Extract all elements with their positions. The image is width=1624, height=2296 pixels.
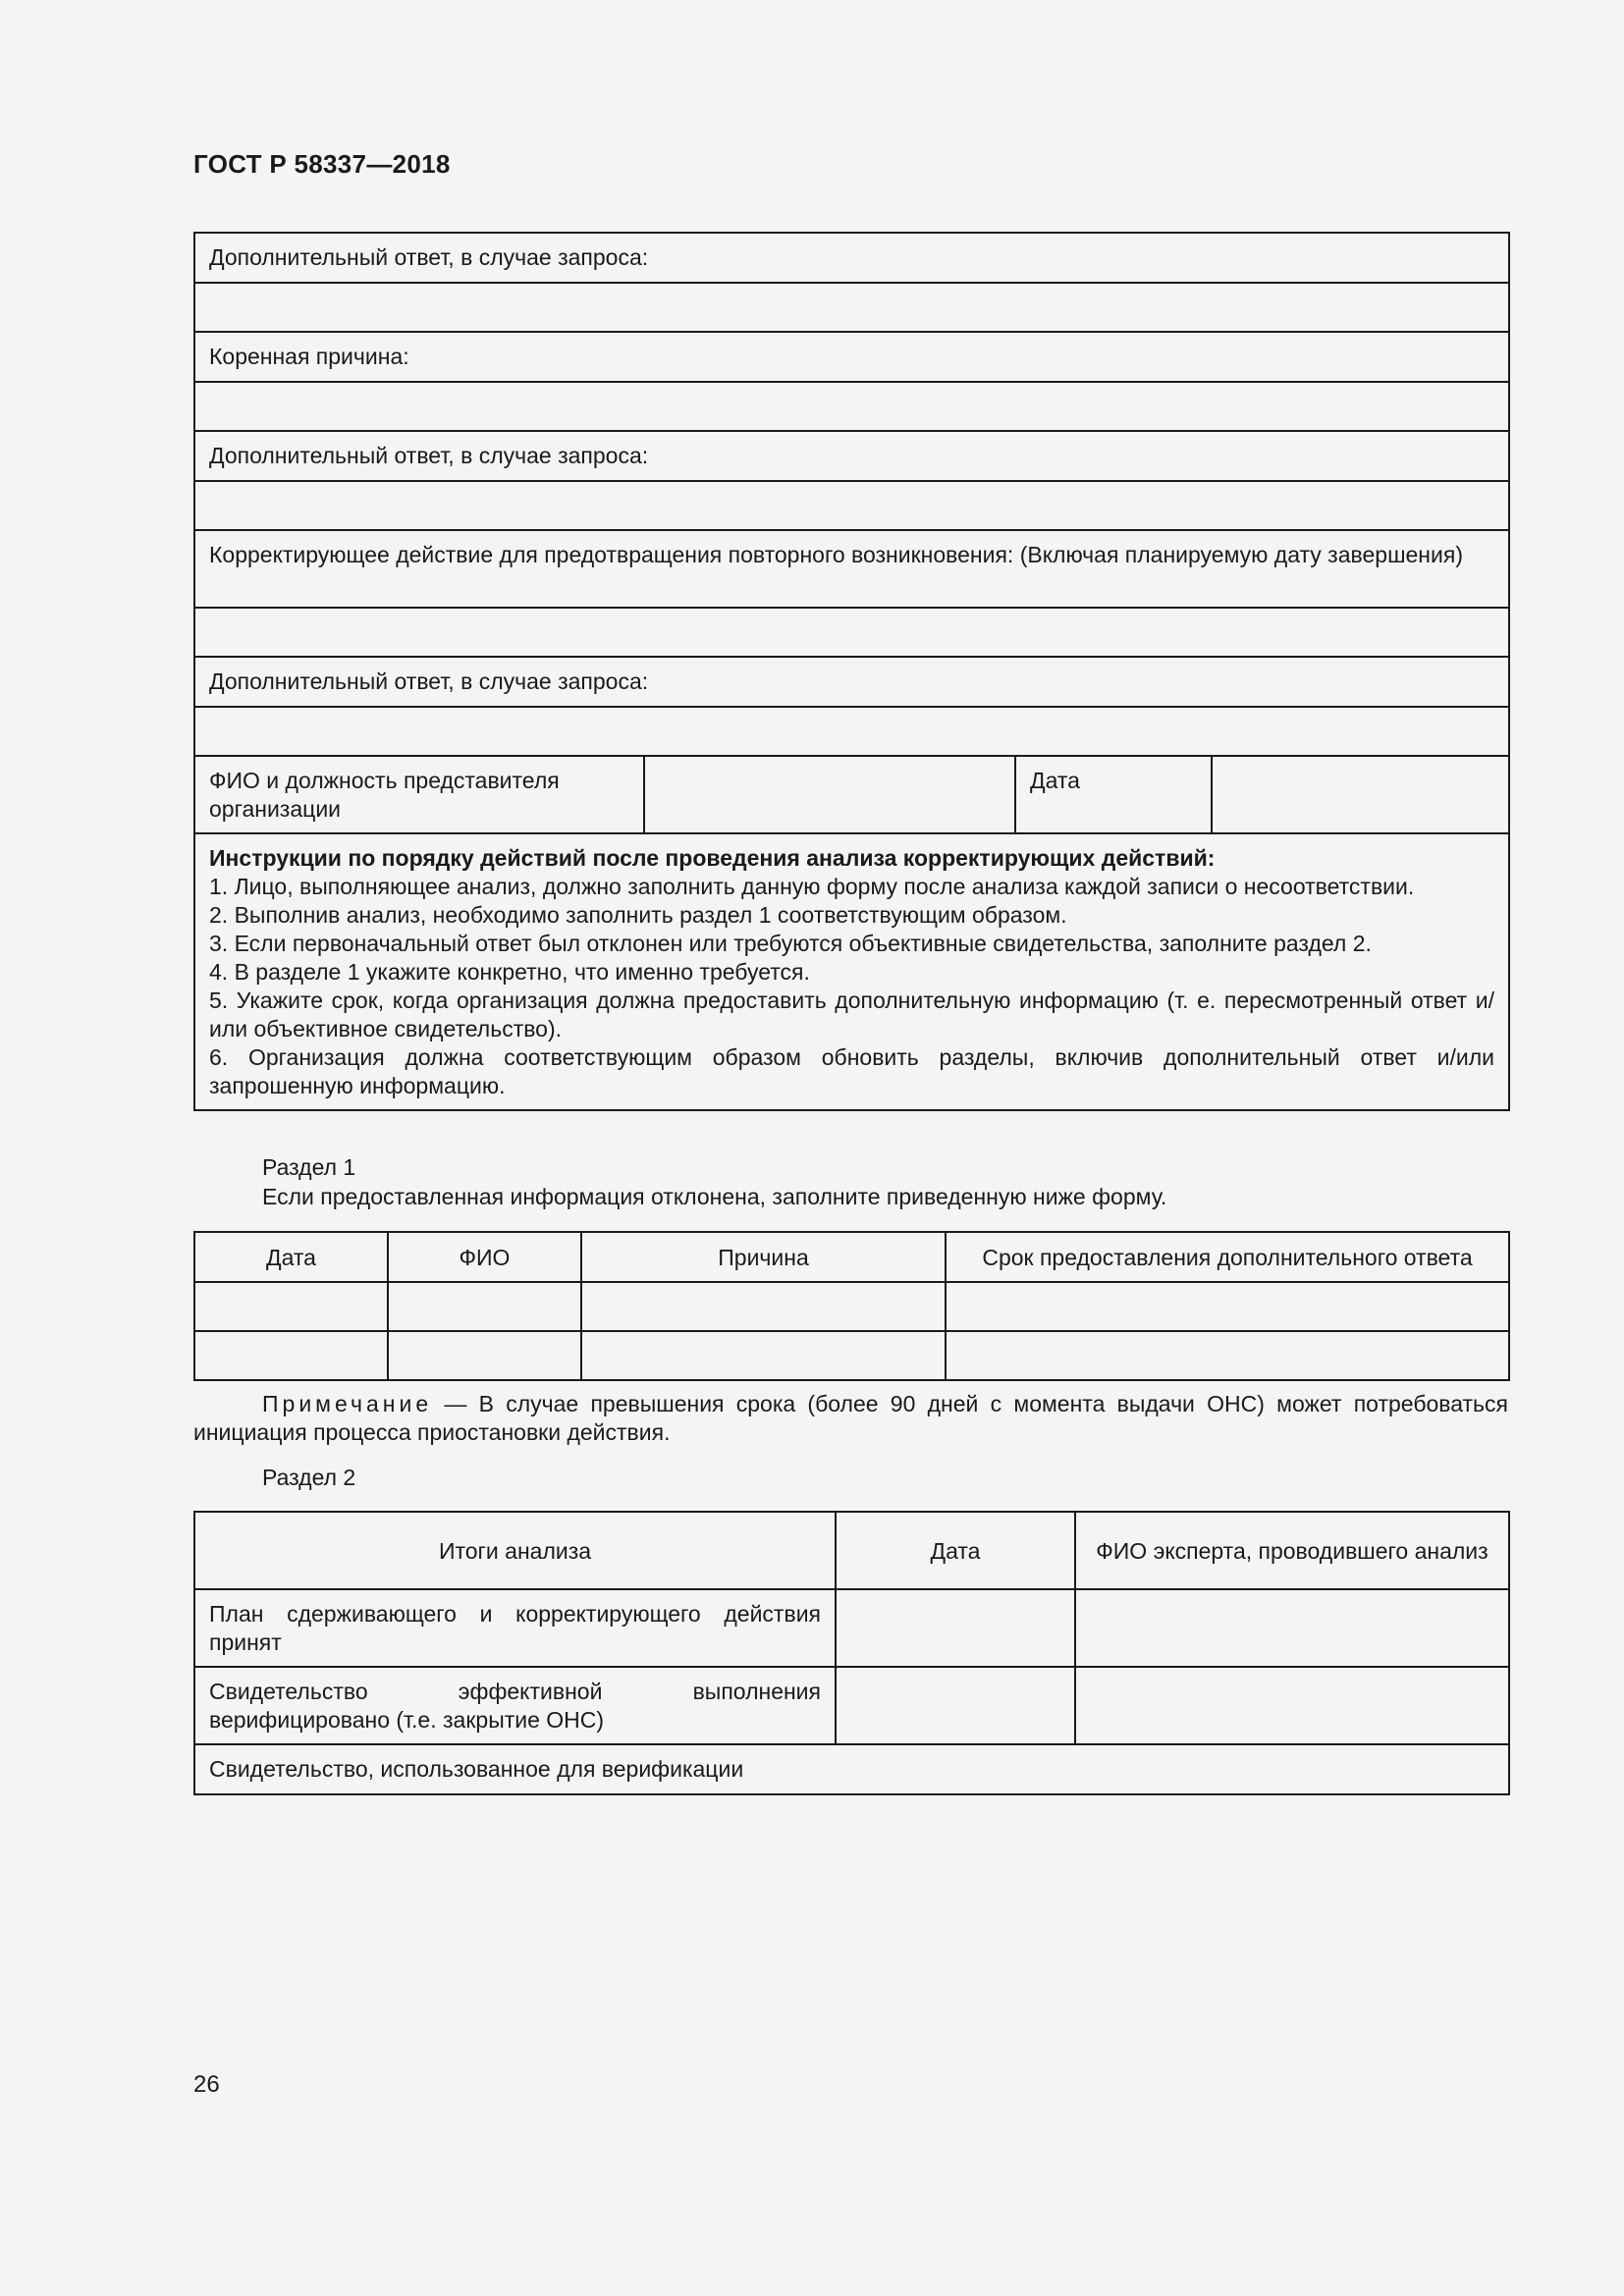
date-field[interactable] xyxy=(1212,756,1509,833)
instruction-item: 3. Если первоначальный ответ был отклонен или требуются объективные свидетельства, заполните раздел 2. xyxy=(209,931,1372,956)
additional-response-field[interactable] xyxy=(194,481,1509,530)
note-text: — В случае превышения срока (более 90 дней с момента выдачи ОНС) может потребоваться инициация процесса приостановки действия. xyxy=(193,1391,1508,1445)
note-paragraph xyxy=(193,1390,1508,1447)
row-plan-accepted: План сдерживающего и корректирующего действия принят xyxy=(194,1589,836,1667)
table-cell[interactable] xyxy=(836,1667,1075,1744)
column-header-date: Дата xyxy=(836,1512,1075,1589)
page-number: 26 xyxy=(193,2071,220,2098)
instruction-item: 5. Укажите срок, когда организация должна предоставить дополнительную информацию (т. е. пересмотренный ответ и/или объективное свидетельство). xyxy=(209,988,1495,1041)
additional-response-field[interactable] xyxy=(194,707,1509,756)
section2-title: Раздел 2 xyxy=(262,1465,356,1490)
corrective-action-label: Корректирующее действие для предотвращения повторного возникновения: (Включая планируемую дату завершения) xyxy=(194,530,1509,608)
column-header-results: Итоги анализа xyxy=(194,1512,836,1589)
table-cell[interactable] xyxy=(581,1282,946,1331)
section1-title: Раздел 1 xyxy=(262,1154,356,1180)
instruction-item: 2. Выполнив анализ, необходимо заполнить раздел 1 соответствующим образом. xyxy=(209,902,1067,928)
instruction-item: 6. Организация должна соответствующим образом обновить разделы, включив дополнительный ответ и/или запрошенную информацию. xyxy=(209,1044,1495,1098)
additional-response-label: Дополнительный ответ, в случае запроса: xyxy=(194,657,1509,707)
table-cell[interactable] xyxy=(194,1282,388,1331)
instruction-item: 4. В разделе 1 укажите конкретно, что именно требуется. xyxy=(209,959,810,985)
instruction-item: 1. Лицо, выполняющее анализ, должно заполнить данную форму после анализа каждой записи о несоответствии. xyxy=(209,874,1415,899)
representative-label: ФИО и должность представителя организации xyxy=(194,756,644,833)
table-cell[interactable] xyxy=(581,1331,946,1380)
root-cause-field[interactable] xyxy=(194,382,1509,431)
table-cell[interactable] xyxy=(388,1331,581,1380)
date-label: Дата xyxy=(1015,756,1212,833)
column-header-date: Дата xyxy=(194,1232,388,1282)
section1-subtitle: Если предоставленная информация отклонена, заполните приведенную ниже форму. xyxy=(262,1184,1167,1209)
table-cell[interactable] xyxy=(194,1331,388,1380)
representative-field[interactable] xyxy=(644,756,1015,833)
table-cell[interactable] xyxy=(946,1331,1509,1380)
column-header-deadline: Срок предоставления дополнительного ответа xyxy=(946,1232,1509,1282)
column-header-expert: ФИО эксперта, проводившего анализ xyxy=(1075,1512,1509,1589)
page-title: ГОСТ Р 58337—2018 xyxy=(193,149,451,179)
section1-table xyxy=(193,1231,1510,1381)
root-cause-label: Коренная причина: xyxy=(194,332,1509,382)
corrective-action-form-table xyxy=(193,232,1510,1111)
table-cell[interactable] xyxy=(1075,1589,1509,1667)
table-cell[interactable] xyxy=(836,1589,1075,1667)
column-header-reason: Причина xyxy=(581,1232,946,1282)
row-evidence-verified: Свидетельство эффективной выполнения верифицировано (т.е. закрытие ОНС) xyxy=(194,1667,836,1744)
table-cell[interactable] xyxy=(946,1282,1509,1331)
column-header-name: ФИО xyxy=(388,1232,581,1282)
instructions-block xyxy=(194,833,1509,1110)
section2-table xyxy=(193,1511,1510,1795)
instructions-title: Инструкции по порядку действий после проведения анализа корректирующих действий: xyxy=(209,845,1216,871)
row-evidence-used: Свидетельство, использованное для верификации xyxy=(194,1744,1509,1794)
table-cell[interactable] xyxy=(388,1282,581,1331)
corrective-action-field[interactable] xyxy=(194,608,1509,657)
note-label: Примечание xyxy=(262,1391,433,1416)
additional-response-field[interactable] xyxy=(194,283,1509,332)
additional-response-label: Дополнительный ответ, в случае запроса: xyxy=(194,233,1509,283)
table-cell[interactable] xyxy=(1075,1667,1509,1744)
additional-response-label: Дополнительный ответ, в случае запроса: xyxy=(194,431,1509,481)
